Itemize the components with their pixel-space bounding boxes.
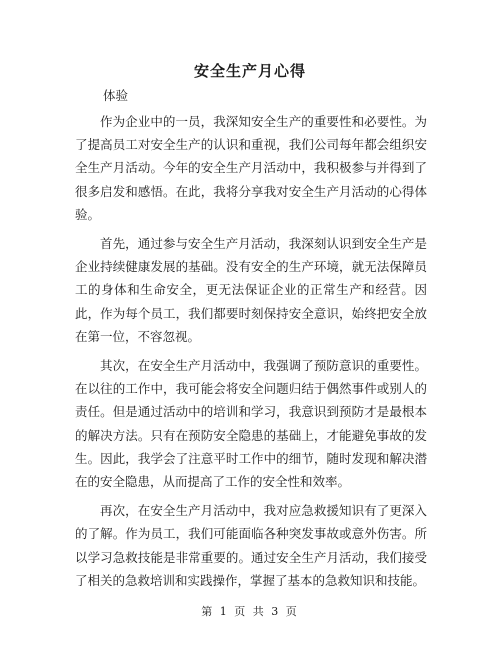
document-subtitle: 体验 <box>103 88 129 103</box>
document-title: 安全生产月心得 <box>193 62 306 80</box>
document-body <box>75 110 427 598</box>
page-number-footer: 第 1 页 共 3 页 <box>201 605 299 618</box>
paragraph-3: 其次，在安全生产月活动中，我强调了预防意识的重要性。在以往的工作中，我可能会将安全问题归结于偶然事件或别人的责任。但是通过活动中的培训和学习，我意识到预防才是最根本的解决方法。只有在预防安全隐患的基础上，才能避免事故的发生。因此，我学会了注意平时工作中的细节，随时发现和解决潜在的安全隐患，从而提高了工作的安全性和效率。 <box>75 358 427 490</box>
paragraph-1: 作为企业中的一员，我深知安全生产的重要性和必要性。为了提高员工对安全生产的认识和重视，我们公司每年都会组织安全生产月活动。今年的安全生产月活动中，我积极参与并得到了很多启发和感悟。在此，我将分享我对安全生产月活动的心得体验。 <box>75 114 427 222</box>
paragraph-4: 再次，在安全生产月活动中，我对应急救援知识有了更深入的了解。作为员工，我们可能面临各种突发事故或意外伤害。所以学习急救技能是非常重要的。通过安全生产月活动，我们接受了相关的急救培训和实践操作，掌握了基本的急救知识和技能。 <box>75 503 427 588</box>
paragraph-2: 首先，通过参与安全生产月活动，我深刻认识到安全生产是企业持续健康发展的基础。没有安全的生产环境，就无法保障员工的身体和生命安全，更无法保证企业的正常生产和经营。因此，作为每个员工，我们都要时刻保持安全意识，始终把安全放在第一位，不容忽视。 <box>75 236 427 344</box>
